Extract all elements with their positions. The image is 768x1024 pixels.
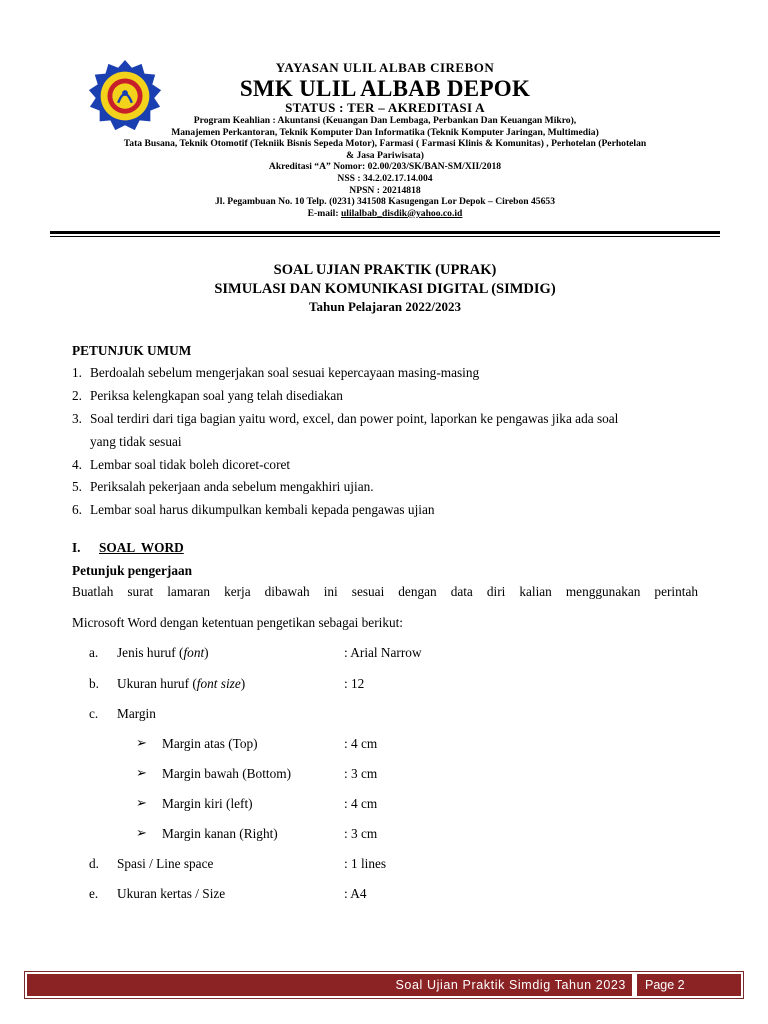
academic-year: Tahun Pelajaran 2022/2023 (309, 299, 461, 314)
school-status: STATUS : TER – AKREDITASI A (285, 100, 485, 115)
spec-label-margin: Margin (117, 706, 156, 721)
program-line: Tata Busana, Teknik Otomotif (Tekniik Bisnis Sepeda Motor), Farmasi ( Farmasi Klinis & Komunitas) , Perhotelan (Perhotelan (123, 138, 647, 150)
spec-value-line-space: : 1 lines (344, 856, 387, 871)
spec-letter: e. (89, 886, 99, 901)
nss-number: NSS : 34.2.02.17.14.004 (337, 173, 433, 184)
list-item: Lembar soal harus dikumpulkan kembali kepada pengawas ujian (90, 502, 435, 517)
margin-label: Margin bawah (Bottom) (162, 766, 292, 781)
list-item: Berdoalah sebelum mengerjakan soal sesuai kepercayaan masing-masing (90, 365, 480, 380)
margin-label: Margin atas (Top) (162, 736, 258, 751)
margin-value: : 3 cm (344, 766, 378, 781)
spec-value-paper-size: : A4 (344, 886, 367, 901)
instructions-subheading: Petunjuk pengerjaan (72, 563, 193, 578)
spec-letter: a. (89, 645, 99, 660)
page-footer (24, 971, 744, 999)
school-address: Jl. Pegambuan No. 10 Telp. (0231) 341508 Kasugengan Lor Depok – Cirebon 45653 (215, 196, 555, 208)
accreditation-number: Akreditasi “A” Nomor: 02.00/203/SK/BAN-SM/XII/2018 (268, 161, 502, 173)
list-item: Lembar soal tidak boleh dicoret-coret (90, 457, 291, 472)
list-number: 5. (72, 479, 82, 494)
label-part: ) (204, 645, 209, 660)
list-number: 1. (72, 365, 82, 380)
section-heading: SOAL WORD (99, 540, 184, 555)
instruction-paragraph-continued: Microsoft Word dengan ketentuan pengetikan sebagai berikut: (72, 615, 404, 630)
foundation-name: YAYASAN ULIL ALBAB CIREBON (275, 60, 495, 75)
email-link[interactable]: ulilalbab_disdik@yahoo.co.id (340, 207, 463, 219)
margin-label: Margin kiri (left) (162, 796, 253, 811)
spec-value-font-size: : 12 (344, 676, 365, 691)
section-number: I. (72, 540, 81, 555)
spec-label-font-size (117, 676, 245, 692)
label-part: Ukuran huruf ( (117, 676, 197, 691)
margin-label: Margin kanan (Right) (162, 826, 278, 841)
email-label: E-mail: (307, 207, 341, 219)
exam-subject: SIMULASI DAN KOMUNIKASI DIGITAL (SIMDIG) (214, 281, 556, 297)
spec-label-line-space: Spasi / Line space (117, 856, 214, 871)
npsn-number: NPSN : 20214818 (349, 184, 421, 196)
list-number: 4. (72, 457, 82, 472)
label-italic: font (183, 645, 205, 660)
spec-label-paper-size: Ukuran kertas / Size (117, 886, 226, 901)
program-line: Manajemen Perkantoran, Teknik Komputer Dan Informatika (Teknik Komputer Jaringan, Multimedia) (171, 126, 599, 138)
arrow-bullet-icon: ➢ (136, 766, 147, 781)
exam-title: SOAL UJIAN PRAKTIK (UPRAK) (273, 262, 497, 278)
page-number: Page 2 (637, 974, 741, 996)
list-item: Periksa kelengkapan soal yang telah disediakan (90, 388, 343, 403)
spec-letter: b. (89, 676, 99, 691)
list-item: Soal terdiri dari tiga bagian yaitu word, excel, dan power point, laporkan ke pengawas jika ada soal (90, 411, 619, 426)
letterhead-divider (50, 231, 720, 234)
list-number: 2. (72, 388, 82, 403)
arrow-bullet-icon: ➢ (136, 826, 147, 841)
label-part: Jenis huruf ( (117, 645, 184, 660)
spec-label-font (117, 645, 209, 661)
general-instructions-heading: PETUNJUK UMUM (72, 343, 192, 358)
list-number: 6. (72, 502, 82, 517)
margin-value: : 4 cm (344, 796, 378, 811)
program-line: Program Keahlian : Akuntansi (Keuangan Dan Lembaga, Perbankan Dan Keuangan Mikro), (193, 115, 577, 126)
arrow-bullet-icon: ➢ (136, 736, 147, 751)
letterhead-divider-thin (50, 236, 720, 237)
arrow-bullet-icon: ➢ (136, 796, 147, 811)
school-name: SMK ULIL ALBAB DEPOK (239, 76, 531, 101)
list-number: 3. (72, 411, 82, 426)
label-part: ) (240, 676, 246, 691)
list-item-continued: yang tidak sesuai (90, 434, 182, 449)
margin-value: : 3 cm (344, 826, 378, 841)
list-item: Periksalah pekerjaan anda sebelum mengakhiri ujian. (90, 479, 374, 494)
footer-title: Soal Ujian Praktik Simdig Tahun 2023 (27, 974, 632, 996)
program-line: & Jasa Pariwisata) (346, 149, 424, 161)
instruction-paragraph: Buatlah surat lamaran kerja dibawah ini sesuai dengan data diri kalian menggunakan perintah (72, 584, 698, 599)
spec-value-font: : Arial Narrow (344, 645, 422, 660)
school-email (60, 208, 710, 220)
spec-letter: c. (89, 706, 99, 721)
margin-value: : 4 cm (344, 736, 378, 751)
label-italic: font size (196, 676, 241, 691)
spec-letter: d. (89, 856, 99, 871)
program-info (60, 115, 710, 235)
